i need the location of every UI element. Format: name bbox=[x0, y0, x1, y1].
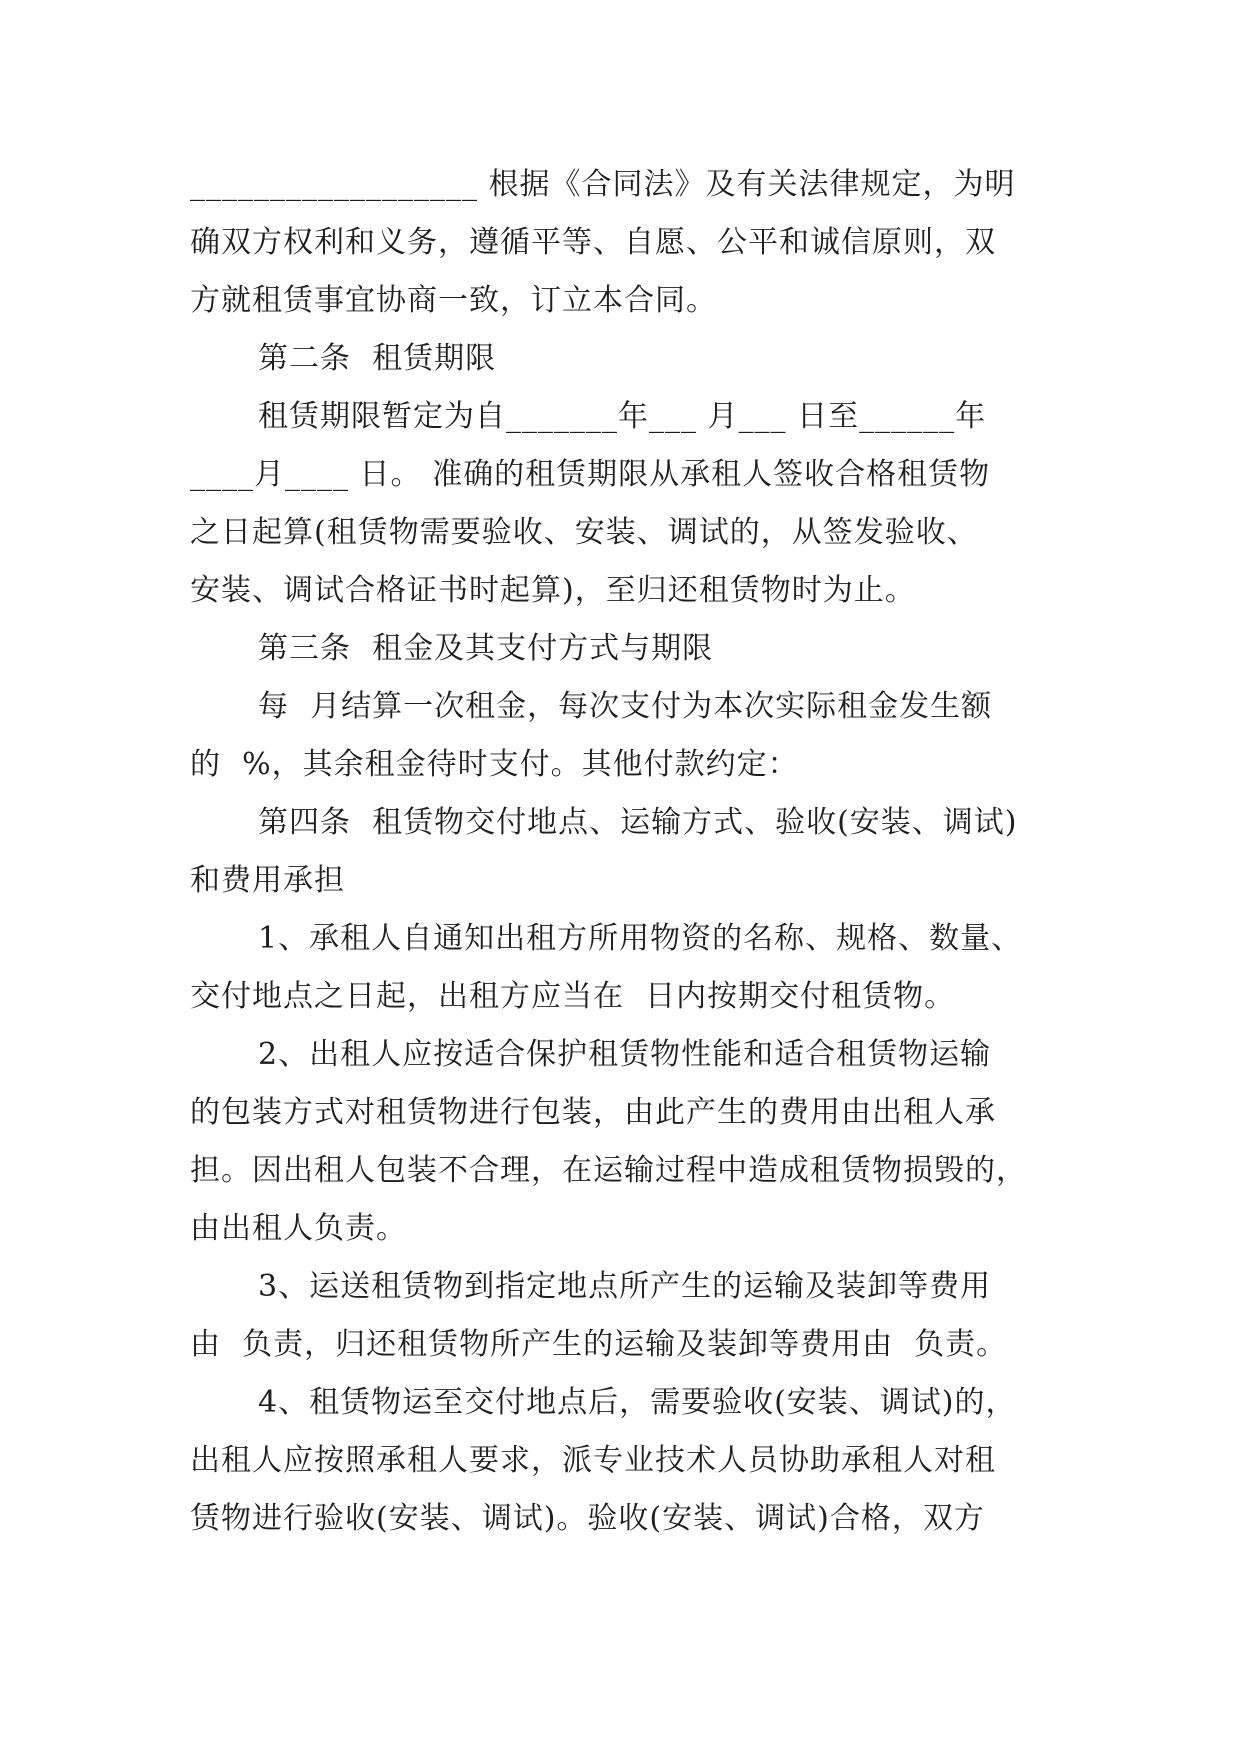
text-line: ____月____ 日。 准确的租赁期限从承租人签收合格租赁物 bbox=[190, 457, 991, 492]
section-heading: 第三条 租金及其支付方式与期限 bbox=[258, 631, 714, 666]
text-line: 租赁期限暂定为自_______年___ 月___ 日至______年 bbox=[258, 399, 987, 434]
section-heading: 第四条 租赁物交付地点、运输方式、验收(安装、调试) bbox=[258, 805, 1018, 840]
text-line: 赁物进行验收(安装、调试)。验收(安装、调试)合格，双方 bbox=[190, 1501, 985, 1536]
text-line: 2、出租人应按适合保护租赁物性能和适合租赁物运输 bbox=[258, 1037, 992, 1072]
text-line: 担。因出租人包装不合理，在运输过程中造成租赁物损毁的， bbox=[190, 1153, 1027, 1188]
text-line: 的 %，其余租金待时支付。其他付款约定： bbox=[190, 747, 799, 782]
text-line: 1、承租人自通知出租方所用物资的名称、规格、数量、 bbox=[258, 921, 1023, 956]
text-line: 的包装方式对租赁物进行包装，由此产生的费用由出租人承 bbox=[190, 1095, 996, 1130]
text-line: 由出租人负责。 bbox=[190, 1211, 407, 1246]
text-line: 3、运送租赁物到指定地点所产生的运输及装卸等费用 bbox=[258, 1269, 992, 1304]
text-line: 方就租赁事宜协商一致，订立本合同。 bbox=[190, 283, 717, 318]
text-line: 每 月结算一次租金，每次支付为本次实际租金发生额 bbox=[258, 689, 993, 724]
text-line: __________________ 根据《合同法》及有关法律规定，为明 bbox=[190, 167, 1016, 202]
text-line: 和费用承担 bbox=[190, 863, 345, 898]
text-line: 出租人应按照承租人要求，派专业技术人员协助承租人对租 bbox=[190, 1443, 996, 1478]
text-line: 确双方权利和义务，遵循平等、自愿、公平和诚信原则，双 bbox=[190, 225, 996, 260]
section-heading: 第二条 租赁期限 bbox=[258, 341, 497, 376]
text-line: 4、租赁物运至交付地点后，需要验收(安装、调试)的， bbox=[258, 1385, 1017, 1420]
text-line: 之日起算(租赁物需要验收、安装、调试的，从签发验收、 bbox=[190, 515, 978, 550]
text-line: 安装、调试合格证书时起算)，至归还租赁物时为止。 bbox=[190, 573, 916, 608]
text-line: 由 负责，归还租赁物所产生的运输及装卸等费用由 负责。 bbox=[190, 1327, 1008, 1362]
text-line: 交付地点之日起，出租方应当在 日内按期交付租赁物。 bbox=[190, 979, 956, 1014]
